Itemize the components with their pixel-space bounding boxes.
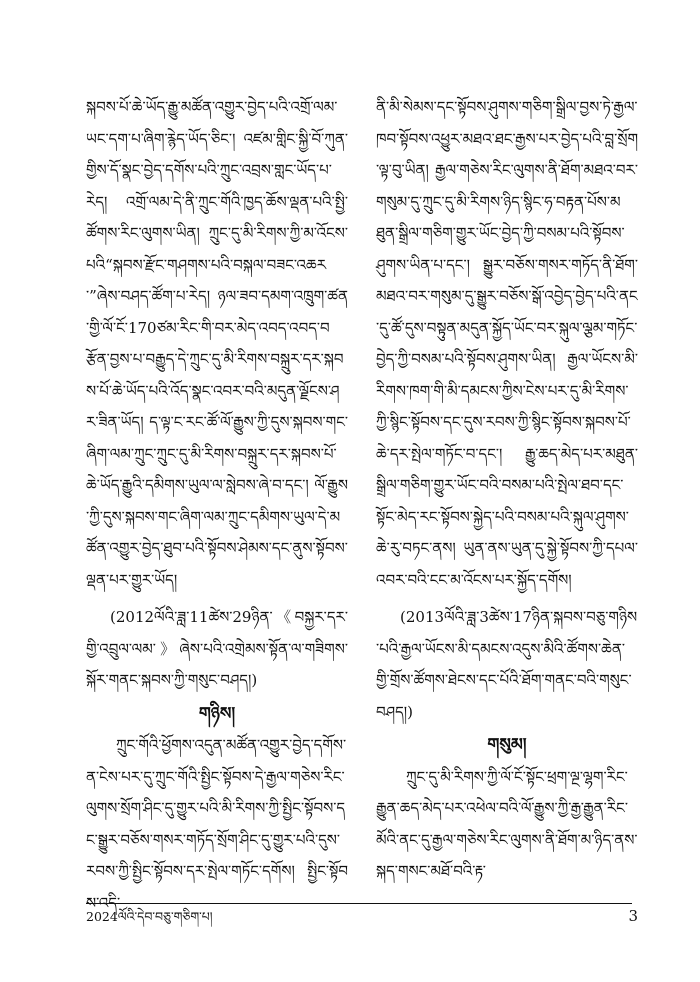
footer-divider <box>86 903 632 904</box>
body-paragraph: ཀྲུང་དུ་མི་རིགས་ཀྱི་ལོ་ངོ་སྟོང་ཕྲག་ལྔ་ལྷག་རིང་རྒྱུན་ཆད་མེད་པར་འཕེལ་བའི་ལོ་རྒྱུས་ཀྱི་རྒྱ་རྒྱུན་རིང་མོའི་ནང་དུ་རྒྱལ་གཅེས་རིང་ལུགས་ནི་ཐོག་མ་ཉིད་ནས་སྐད་གསང་མཐོ་བའི་རྟ་ <box>376 767 638 880</box>
right-column <box>376 92 638 888</box>
page-number: 3 <box>628 907 638 925</box>
section-heading: གཉིས། <box>198 703 236 724</box>
body-paragraph: སྐབས་པོ་ཆེ་ཡོད་རྒྱུ་མཚོན་འགྱུར་བྱེད་པའི་འགྲོ་ལམ་ཡང་དག་པ་ཞིག་རྙེད་ཡོད་ཅིང་། འཛམ་གླིང་སྐྱི་བོ་ཀུན་གྱིས་དོ་སྣང་བྱེད་དགོས་པའི་ཀྲུང་འབྲས་གླང་ཡོད་པ་རེད། འགྲོ་ལམ་དེ་ནི་ཀྲུང་གོའི་ཁྱད་ཆོས་ལྡན་པའི་སྤྱི་ཚོགས་རིང་ལུགས་ཡིན། ཀྲུང་དུ་མི་རིགས་ཀྱི་མ་འོངས་པའི“སྐབས་རྫོང་གཤགས་པའི་བསྐལ་བཟང་འཆར་”ཞེས་བཤད་ཚོག་པ་རེད། ཉལ་ཟབ་དམག་འཁྲུག་ཚན་གྱི་ལོ་ངོ་170ཙམ་རིང་གི་བར་མེད་འབད་འབད་བརྩོན་བྱས་པ་བརྒྱུད་དེ་ཀྲུང་དུ་མི་རིགས་བསྐྲུར་དར་སྐབས་པོ་ཆེ་ཡོད་པའི་འོད་སྣང་འབར་བའི་མདུན་ལྗོངས་ཤར་ཟིན་ཡོད། ད་ལྟ་ང་རང་ཚོ་ལོ་རྒྱུས་ཀྱི་དུས་སྐབས་གང་ཞིག་ལམ་ཀྲུང་ཀྲུང་དུ་མི་རིགས་བསྐྲུར་དར་སྐབས་པོ་ཆེ་ཡོད་རྒྱུའི་དམིགས་ཡུལ་ལ་སླེབས་ཞེ་བ་དང་། ལོ་རྒྱུས་ཀྱི་དུས་སྐབས་གང་ཞིག་ལམ་ཀྲུང་དམིགས་ཡུལ་དེ་མཚོན་འགྱུར་བྱེད་ཐུབ་པའི་སྟོབས་ཤེམས་དང་ནུས་སྟོབས་ལྡན་པར་གྱུར་ཡོད། <box>86 98 348 589</box>
body-paragraph: ཀྲུང་གོའི་ཕྱོགས་འདུན་མཚོན་འགྱུར་བྱེད་དགོས་ན་ངེས་པར་དུ་ཀྲུང་གོའི་སྤྱིང་སྟོབས་དེ་རྒྱལ་གཅེས་རིང་ལུགས་སྲོག་ཤིང་དུ་གྱུར་པའི་མི་རིགས་ཀྱི་སྤྱིང་སྟོབས་དང་སྒྱུར་བཅོས་གསར་གཏོད་སྲོག་ཤིང་དུ་གྱུར་པའི་དུས་རབས་ཀྱི་སྤྱིང་སྟོབས་དར་སྤེལ་གཏོང་དགོས། སྤྱིང་སྟོབས་འདི་ <box>86 736 348 912</box>
source-note: (2013ལོའི་ཟླ་3ཚེས་17ཉིན་སྐབས་བཅུ་གཉིས་པའི་རྒྱལ་ཡོངས་མི་དམངས་འདུས་མིའི་ཚོགས་ཆེན་གྱི་གྲོས་ཚོགས་ཐེངས་དང་པོའི་ཐོག་གནང་བའི་གསུང་བཤད།) <box>376 608 638 721</box>
body-paragraph: ནི་མི་སེམས་དང་སྟོབས་ཤུགས་གཅིག་སྒྲིལ་བྱས་ཏེ་རྒྱལ་ཁབ་སྟོབས་འཕྱུར་མཐའ་ཐང་རྒྱས་པར་བྱེད་པའི་བླ་སྲོག་ལྟ་བུ་ཡིན། རྒྱལ་གཅེས་རིང་ལུགས་ནི་ཐོག་མཐའ་བར་གསུམ་དུ་ཀྲུང་དུ་མི་རིགས་ཉིད་སྙིང་ཧ་བརྟན་པོས་མཐུན་སྒྲིལ་གཅིག་གྱུར་ཡོང་བྱེད་ཀྱི་བསམ་པའི་སྟོབས་ཤུགས་ཡིན་པ་དང་། སྒྱུར་བཅོས་གསར་གཏོད་ནི་ཐོག་མཐའ་བར་གསུམ་དུ་སྒྱུར་བཅོས་སྒོ་འབྱེད་བྱེད་པའི་ནང་དུ་ཚོ་དུས་བསྟུན་མདུན་སྐྱོད་ཡོང་བར་སྐུལ་ལྕམ་གཏོང་བྱེད་ཀྱི་བསམ་པའི་སྟོབས་ཤུགས་ཡིན། རྒྱལ་ཡོངས་མི་རིགས་ཁག་གི་མི་དམངས་ཀྱིས་ངེས་པར་དུ་མི་རིགས་ཀྱི་སྙིང་སྟོབས་དང་དུས་རབས་ཀྱི་སྙིང་སྟོབས་སྐབས་པོ་ཆེ་དར་སྤེལ་གཏོང་བ་དང་། རྒྱུ་ཆད་མེད་པར་མཐུན་སྒྲིལ་གཅིག་གྱུར་ཡོང་བའི་བསམ་པའི་སྤེལ་ཐབ་དང་སྟོང་མེད་རང་སྟོབས་སྐྱེད་པའི་བསམ་པའི་སྐུལ་ཤུགས་ཆེ་རུ་བཏང་ནས། ཡུན་ནས་ཡུན་དུ་སྐྱེ་སྟོབས་ཀྱི་དཔལ་འབར་བའི་ངང་མ་འོངས་པར་སྐྱོད་དགོས། <box>376 98 639 589</box>
footer-issue-label: 2024ལོའི་དེབ་བཅུ་གཅིག་པ། <box>86 909 213 924</box>
section-heading: གསུམ། <box>487 735 527 755</box>
source-note: (2012ལོའི་ཟླ་11ཚེས་29ཉིན་《བསྐྱར་དར་གྱི་འབྲུལ་ལམ་》ཞེས་པའི་འགྲེམས་སྟོན་ལ་གཟིགས་སྐོར་གནང་སྐབས་ཀྱི་གསུང་བཤད།) <box>86 608 348 689</box>
left-column <box>86 92 348 919</box>
